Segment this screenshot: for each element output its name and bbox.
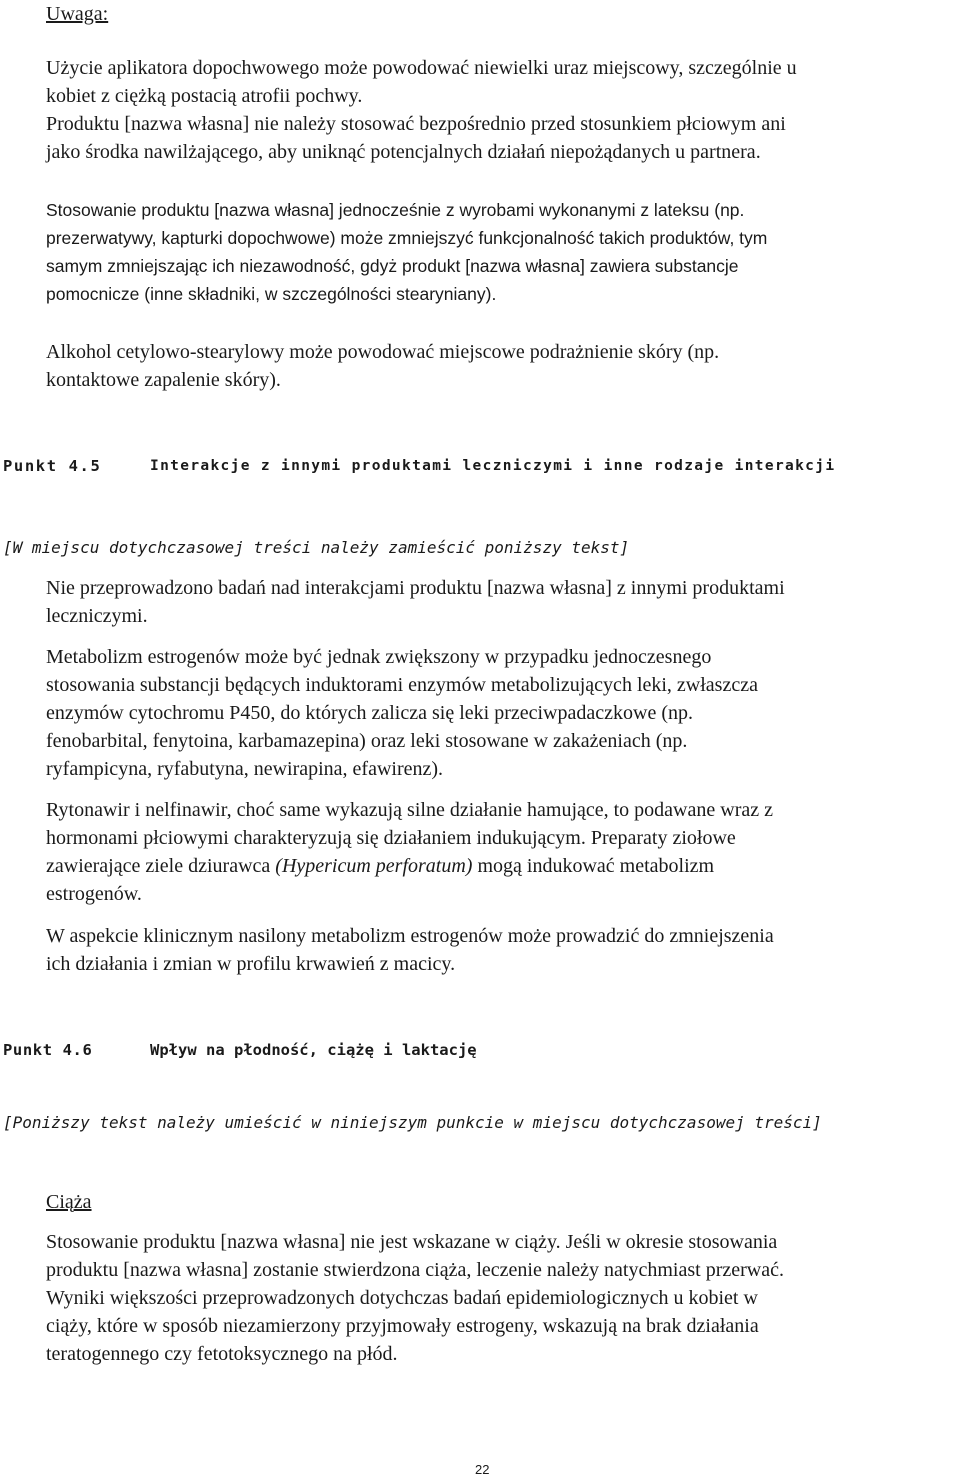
uwaga-paragraph-3 [46,338,719,394]
section-4-5-title: Interakcje z innymi produktami leczniczymi i inne rodzaje interakcji [150,458,836,474]
text-line: Rytonawir i nelfinawir, choć same wykazują silne działanie hamujące, to podawane wraz z [46,799,773,821]
text-line: kontaktowe zapalenie skóry). [46,369,281,391]
text-line: estrogenów. [46,883,142,905]
text-line: kobiet z ciężką postacią atrofii pochwy. [46,85,363,107]
latin-plant-name: (Hypericum perforatum) [275,855,473,877]
text-line: samym zmniejszając ich niezawodność, gdyż produkt [nazwa własna] zawiera substancje [46,256,739,276]
section-4-6-instruction: [Poniższy tekst należy umieścić w niniejszym punkcie w miejscu dotychczasowej treści] [3,1113,822,1132]
text-line: ich działania i zmian w profilu krwawień z macicy. [46,953,456,975]
text-line: prezerwatywy, kapturki dopochwowe) może zmniejszyć funkcjonalność takich produktów, tym [46,228,768,248]
text-line: pomocnicze (inne składniki, w szczególności stearyniany). [46,284,497,304]
section-4-5-paragraph-4 [46,922,774,978]
section-4-5-paragraph-2 [46,643,758,783]
text-segment: zawierające ziele dziurawca [46,855,276,877]
text-line: jako środka nawilżającego, aby uniknąć potencjalnych działań niepożądanych u partnera. [46,141,761,163]
text-line: Produktu [nazwa własna] nie należy stosować bezpośrednio przed stosunkiem płciowym ani [46,113,786,135]
section-4-5-paragraph-1 [46,574,785,630]
text-line: Użycie aplikatora dopochwowego może powodować niewielki uraz miejscowy, szczególnie u [46,57,797,79]
pregnancy-subheading: Ciąża [46,1191,92,1213]
uwaga-heading: Uwaga: [46,3,109,25]
text-line: ciąży, które w sposób niezamierzony przyjmowały estrogeny, wskazują na brak działania [46,1315,759,1337]
text-line: Metabolizm estrogenów może być jednak zwiększony w przypadku jednoczesnego [46,646,712,668]
uwaga-paragraph-2 [46,196,767,308]
text-line: teratogennego czy fetotoksycznego na płód. [46,1343,398,1365]
text-line: Alkohol cetylowo-stearylowy może powodować miejscowe podrażnienie skóry (np. [46,341,720,363]
text-line: ryfampicyna, ryfabutyna, newirapina, efawirenz). [46,758,444,780]
text-segment: mogą indukować metabolizm [472,855,715,877]
text-line: stosowania substancji będących induktorami enzymów metabolizujących leki, zwłaszcza [46,674,758,696]
text-line: Wyniki większości przeprowadzonych dotychczas badań epidemiologicznych u kobiet w [46,1287,758,1309]
uwaga-paragraph-1 [46,54,797,166]
text-line: enzymów cytochromu P450, do których zalicza się leki przeciwpadaczkowe (np. [46,702,693,724]
text-line: Nie przeprowadzono badań nad interakcjami produktu [nazwa własna] z innymi produktami [46,577,785,599]
text-line: Stosowanie produktu [nazwa własna] nie jest wskazane w ciąży. Jeśli w okresie stosowania [46,1231,778,1253]
text-line: produktu [nazwa własna] zostanie stwierdzona ciąża, leczenie należy natychmiast przerwać. [46,1259,784,1281]
section-4-5-number: Punkt 4.5 [3,457,102,475]
page-number: 22 [475,1462,490,1477]
section-4-6-number: Punkt 4.6 [3,1041,93,1059]
text-line: fenobarbital, fenytoina, karbamazepina) oraz leki stosowane w zakażeniach (np. [46,730,688,752]
text-line: W aspekcie klinicznym nasilony metabolizm estrogenów może prowadzić do zmniejszenia [46,925,774,947]
text-line [46,852,773,880]
section-4-5-instruction: [W miejscu dotychczasowej treści należy zamieścić poniższy tekst] [3,538,630,557]
text-line: Stosowanie produktu [nazwa własna] jednocześnie z wyrobami wykonanymi z lateksu (np. [46,200,745,220]
section-4-6-title: Wpływ na płodność, ciążę i laktację [150,1041,477,1059]
text-line: hormonami płciowymi charakteryzują się działaniem indukującym. Preparaty ziołowe [46,827,736,849]
text-line: leczniczymi. [46,605,148,627]
section-4-5-paragraph-3 [46,796,773,908]
section-4-6-paragraph-1 [46,1228,784,1368]
